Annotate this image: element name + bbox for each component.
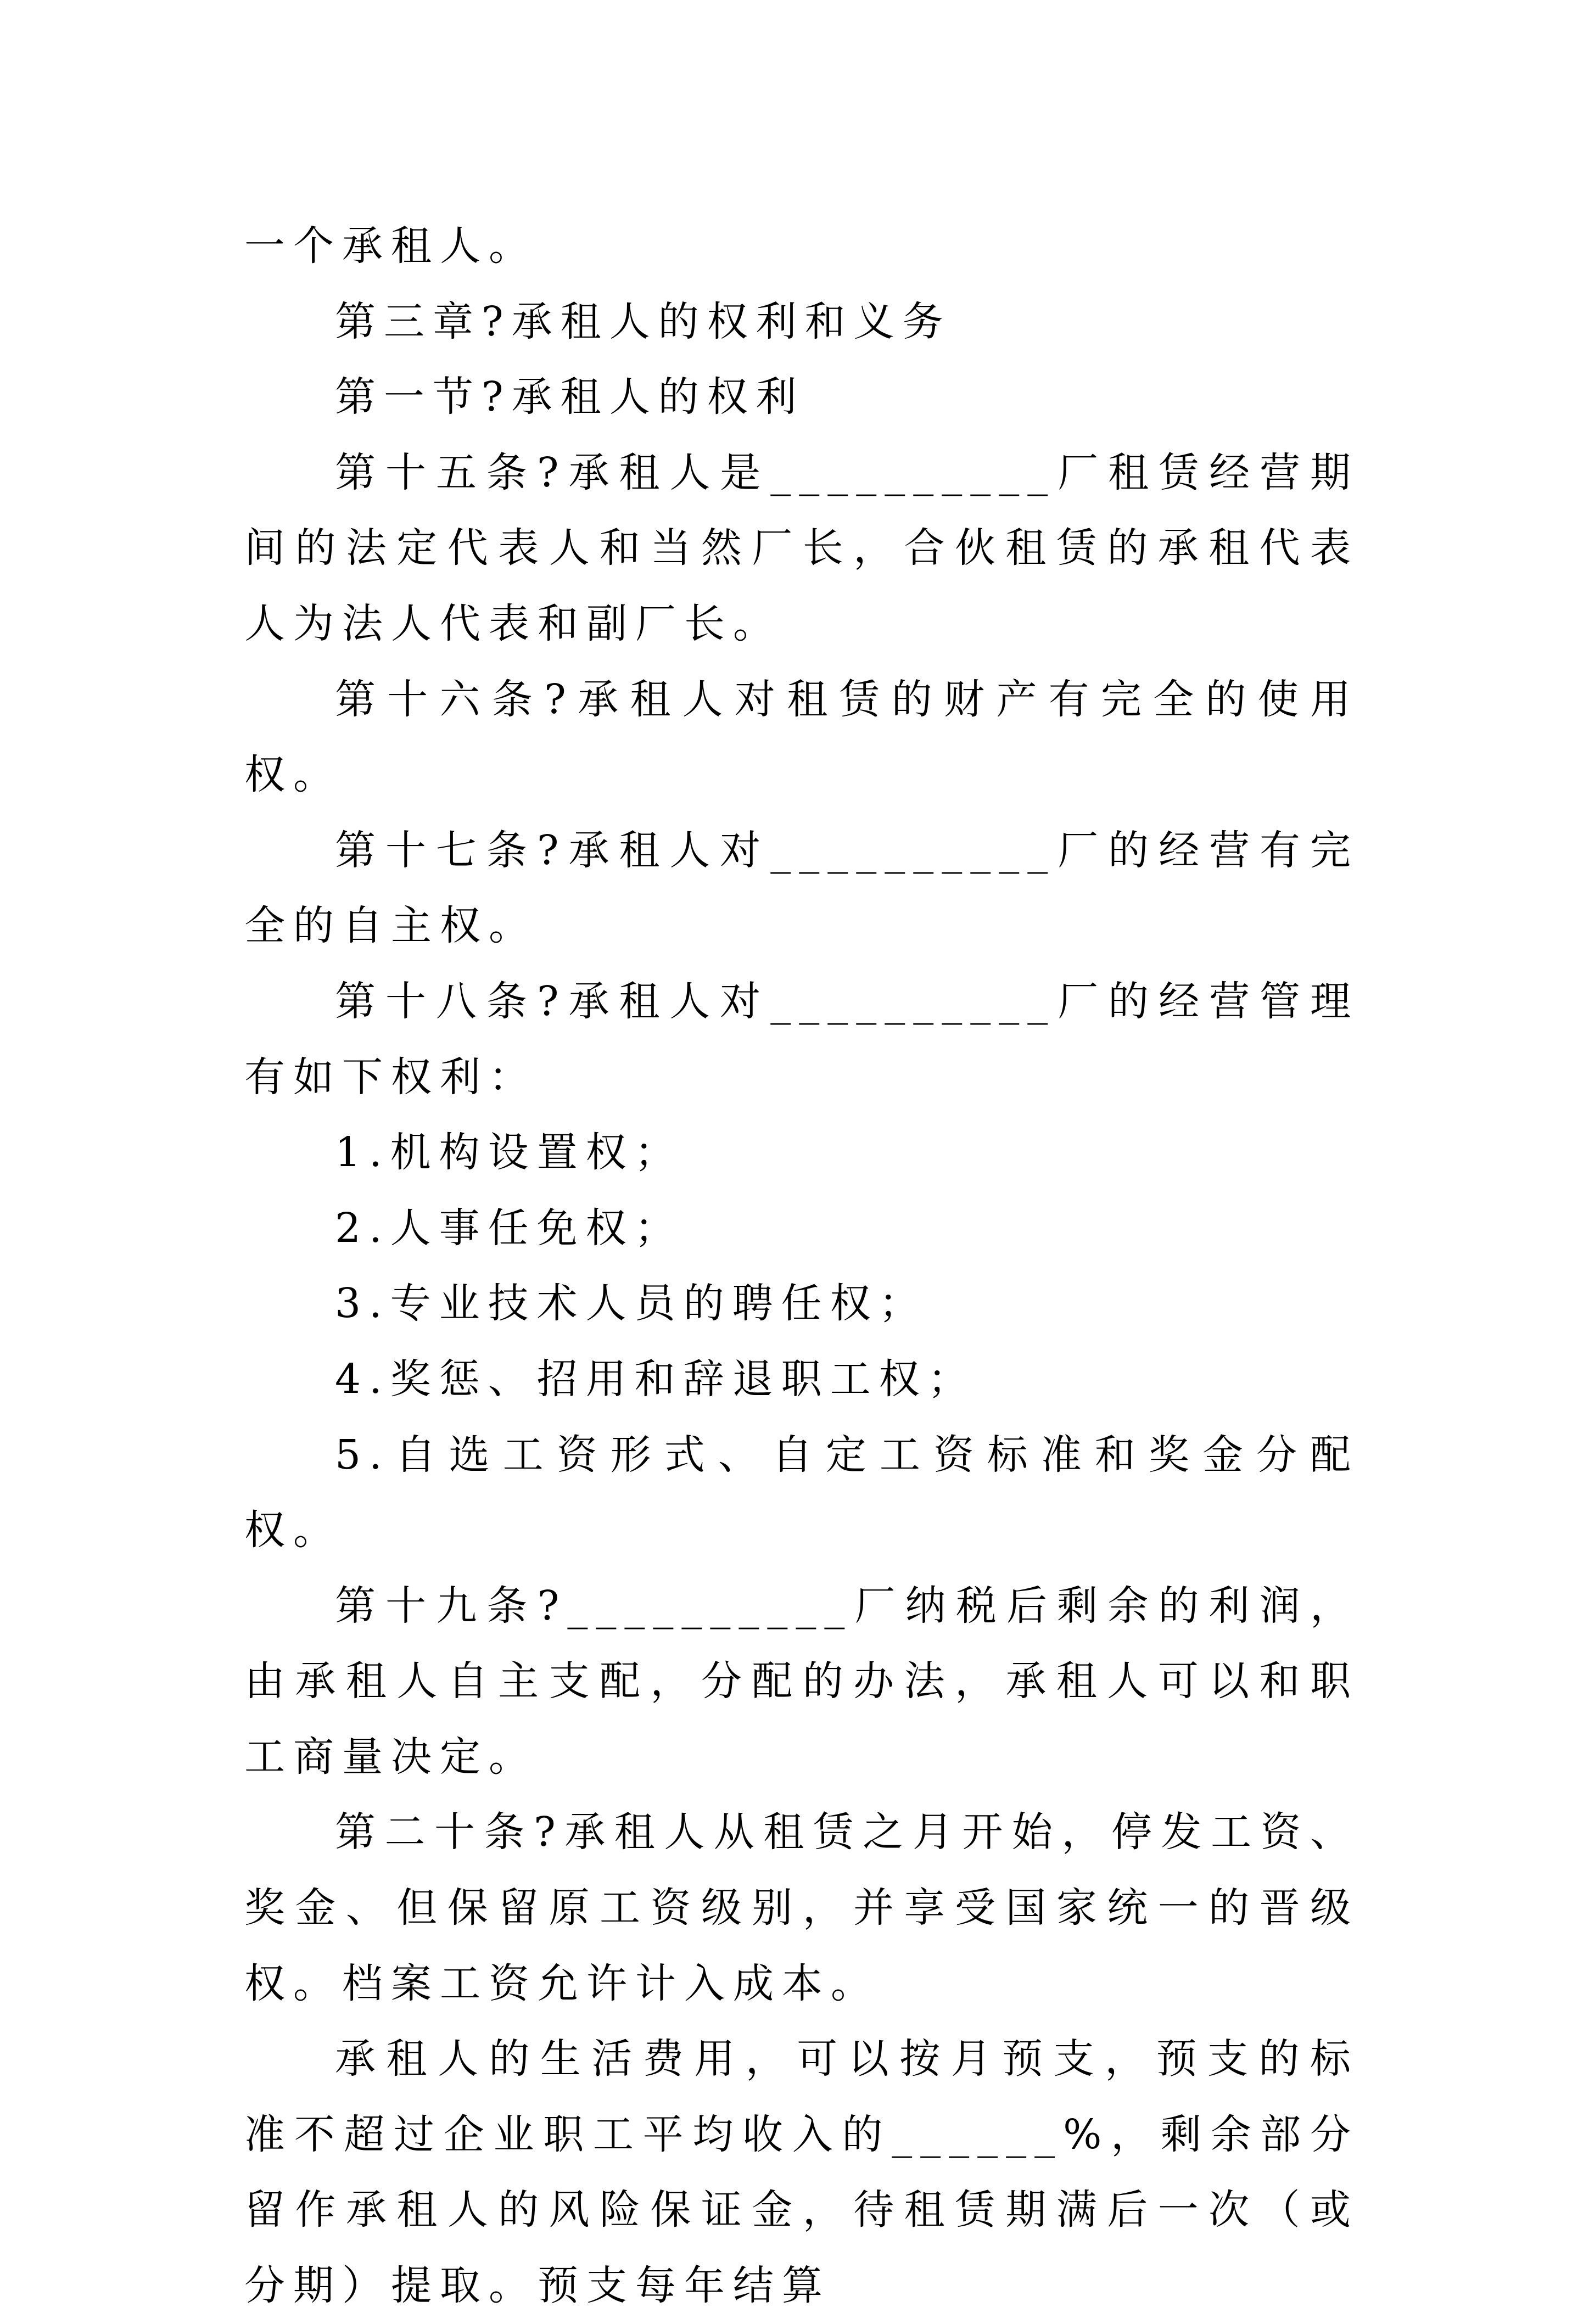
paragraph: 一个承租人。 — [244, 222, 538, 270]
list-item: 4.奖惩、招用和辞退职工权； — [335, 1355, 977, 1403]
document-body — [244, 209, 1359, 2324]
section-heading: 第一节?承租人的权利 — [335, 373, 805, 421]
article-19: 第十九条?__________厂纳税后剩余的利润，由承租人自主支配，分配的办法，承租人可以和职工商量决定。 — [244, 1582, 1359, 1780]
list-item: 5.自选工资形式、自定工资标准和奖金分配权。 — [244, 1431, 1359, 1554]
article-18: 第十八条?承租人对__________厂的经营管理有如下权利： — [244, 977, 1359, 1101]
list-item: 1.机构设置权； — [335, 1129, 684, 1177]
article-20: 第二十条?承租人从租赁之月开始，停发工资、奖金、但保留原工资级别，并享受国家统一的晋级权。档案工资允许计入成本。 — [244, 1808, 1359, 2007]
article-15: 第十五条?承租人是__________厂租赁经营期间的法定代表人和当然厂长，合伙租赁的承租代表人为法人代表和副厂长。 — [244, 449, 1359, 647]
article-16: 第十六条?承租人对租赁的财产有完全的使用权。 — [244, 675, 1359, 799]
article-17: 第十七条?承租人对__________厂的经营有完全的自主权。 — [244, 826, 1359, 950]
chapter-heading: 第三章?承租人的权利和义务 — [335, 298, 952, 345]
list-item: 2.人事任免权； — [335, 1204, 684, 1252]
paragraph: 承租人的生活费用，可以按月预支，预支的标准不超过企业职工平均收入的______%，剩余部分留作承租人的风险保证金，待租赁期满后一次（或分期）提取。预支每年结算 — [244, 2035, 1359, 2310]
list-item: 3.专业技术人员的聘任权； — [335, 1280, 928, 1328]
